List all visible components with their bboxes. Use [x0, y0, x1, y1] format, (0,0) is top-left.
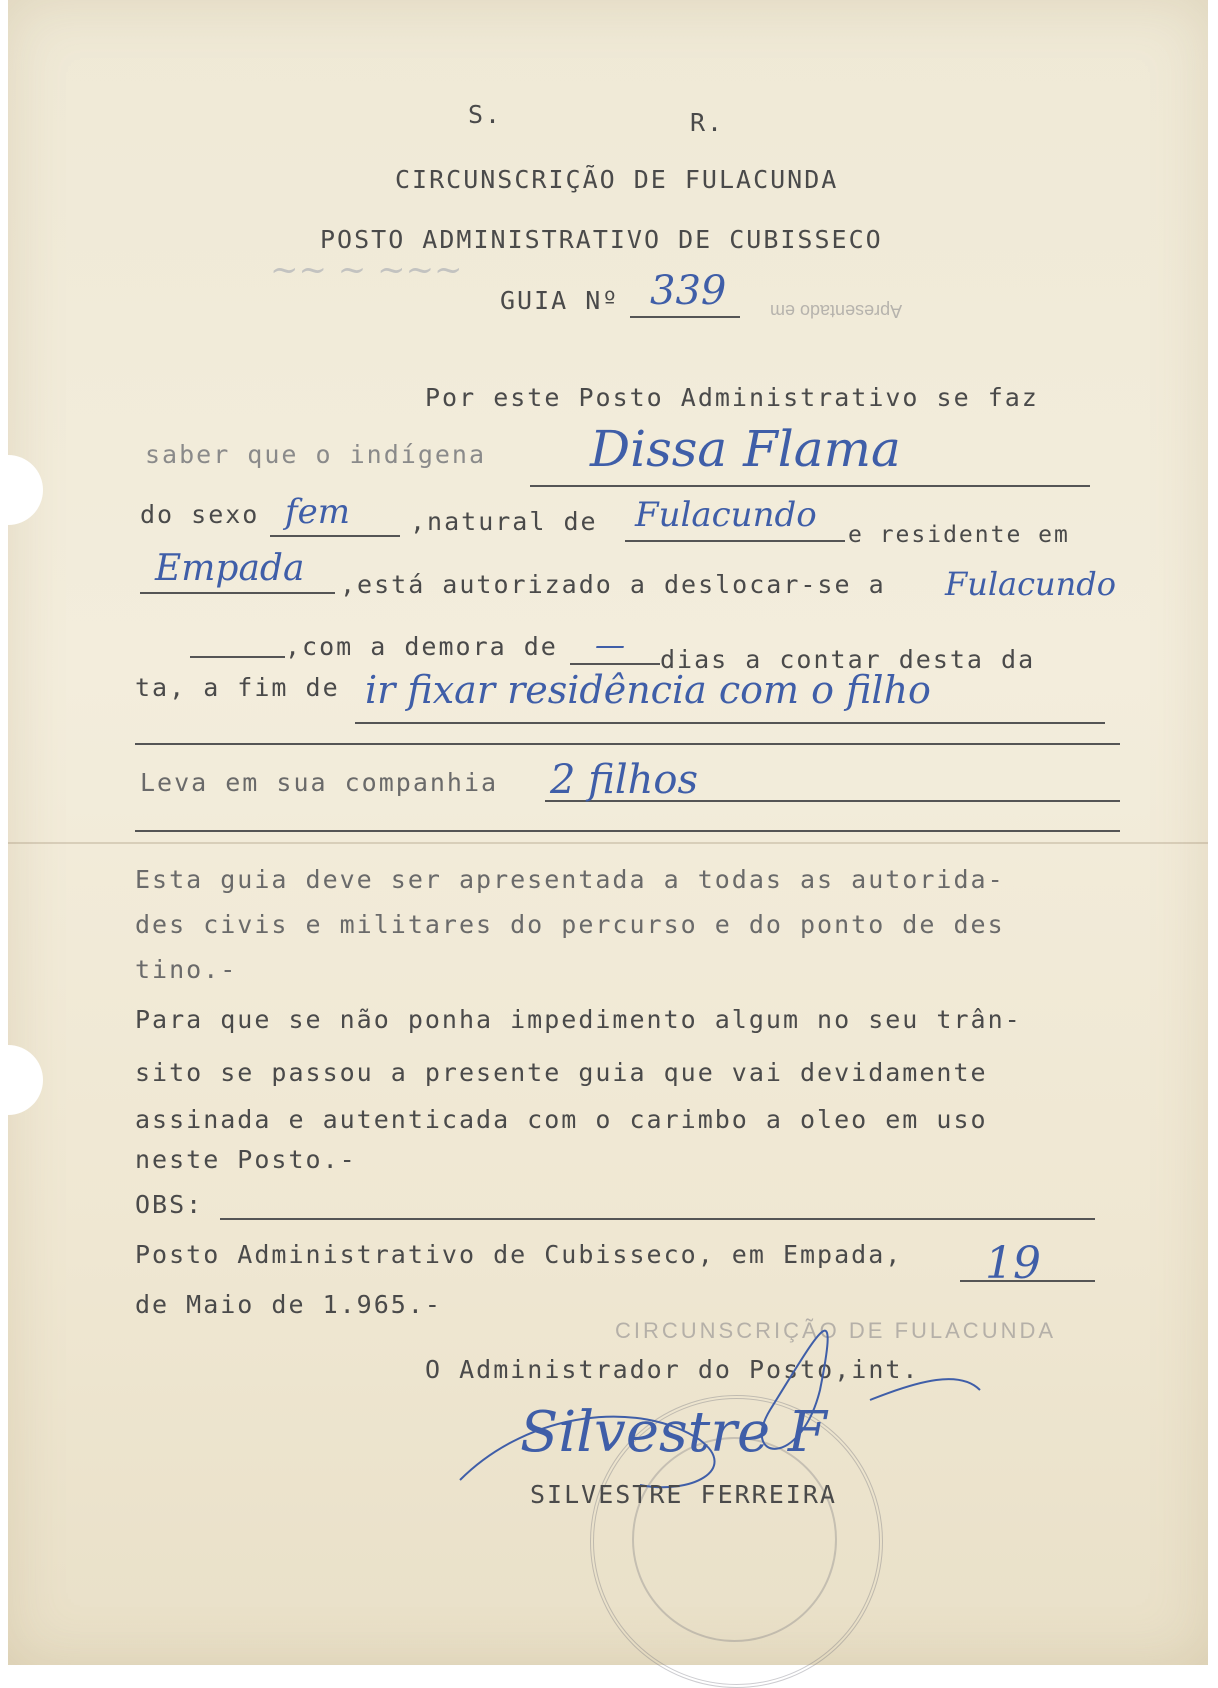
natural-label: ,natural de [410, 507, 598, 536]
punch-hole-bottom [0, 1045, 43, 1115]
residente-label: e residente em [848, 522, 1070, 548]
demora-line [570, 663, 660, 665]
leva-label: Leva em sua companhia [140, 768, 499, 797]
obs-line [220, 1218, 1095, 1220]
blank-line-2 [135, 830, 1120, 832]
guia-number-line [630, 316, 740, 318]
header-s: S. [468, 100, 503, 129]
paragraph-line-5: sito se passou a presente guia que vai devidamente [135, 1058, 988, 1087]
signature-title: O Administrador do Posto,int. [425, 1355, 920, 1384]
fim-value: ir fixar residência com o filho [365, 668, 931, 712]
destino-continuation-line [190, 656, 285, 658]
residente-value: Empada [155, 548, 305, 589]
paragraph-line-2: des civis e militares do percurso e do ponto de des [135, 910, 1005, 939]
sexo-value: fem [285, 492, 350, 532]
sexo-label: do sexo [140, 500, 260, 529]
intro-line-2: saber que o indígena [145, 440, 487, 469]
punch-hole-top [0, 455, 43, 525]
natural-value: Fulacundo [635, 495, 817, 535]
intro-line-1: Por este Posto Administrativo se faz [425, 383, 1039, 412]
guia-number: 339 [650, 268, 727, 314]
demora-value: — [595, 628, 625, 663]
signatory-name: SILVESTRE FERREIRA [530, 1480, 837, 1509]
place-line: Posto Administrativo de Cubisseco, em Empada, [135, 1240, 903, 1269]
name-line [530, 485, 1090, 487]
person-name: Dissa Flama [590, 420, 901, 478]
paragraph-line-4: Para que se não ponha impedimento algum no seu trân- [135, 1005, 1022, 1034]
round-stamp-text: CIRCUNSCRIÇÃO DE FULACUNDA [615, 1318, 1057, 1343]
faded-handwriting: ~~ ~ ~~~ [270, 250, 463, 290]
blank-line-1 [135, 743, 1120, 745]
obs-label: OBS: [135, 1190, 204, 1219]
faded-stamp-text: Apresentado em [770, 301, 903, 321]
dias-label: dias a contar desta da [660, 645, 1036, 674]
paragraph-line-3: tino.- [135, 955, 238, 984]
date-rest: de Maio de 1.965.- [135, 1290, 442, 1319]
header-posto: POSTO ADMINISTRATIVO DE CUBISSECO [320, 225, 883, 254]
fim-label: ta, a fim de [135, 673, 340, 702]
sexo-line [270, 535, 400, 537]
fold-line [8, 842, 1208, 844]
header-circunscricao: CIRCUNSCRIÇÃO DE FULACUNDA [395, 165, 839, 194]
residente-line [140, 592, 335, 594]
demora-label: ,com a demora de [285, 632, 558, 661]
autorizado-label: ,está autorizado a deslocar-se a [340, 570, 886, 599]
header-r: R. [690, 108, 725, 137]
handwritten-signature: Silvestre F [520, 1400, 827, 1465]
day-value: 19 [985, 1238, 1041, 1289]
natural-line [625, 540, 845, 542]
destino-value: Fulacundo [945, 565, 1117, 603]
guia-label: GUIA Nº [500, 286, 620, 315]
paragraph-line-7: neste Posto.- [135, 1145, 357, 1174]
leva-value: 2 filhos [550, 757, 699, 803]
fim-line [355, 722, 1105, 724]
paragraph-line-6: assinada e autenticada com o carimbo a oleo em uso [135, 1105, 988, 1134]
paragraph-line-1: Esta guia deve ser apresentada a todas as autorida- [135, 865, 1005, 894]
